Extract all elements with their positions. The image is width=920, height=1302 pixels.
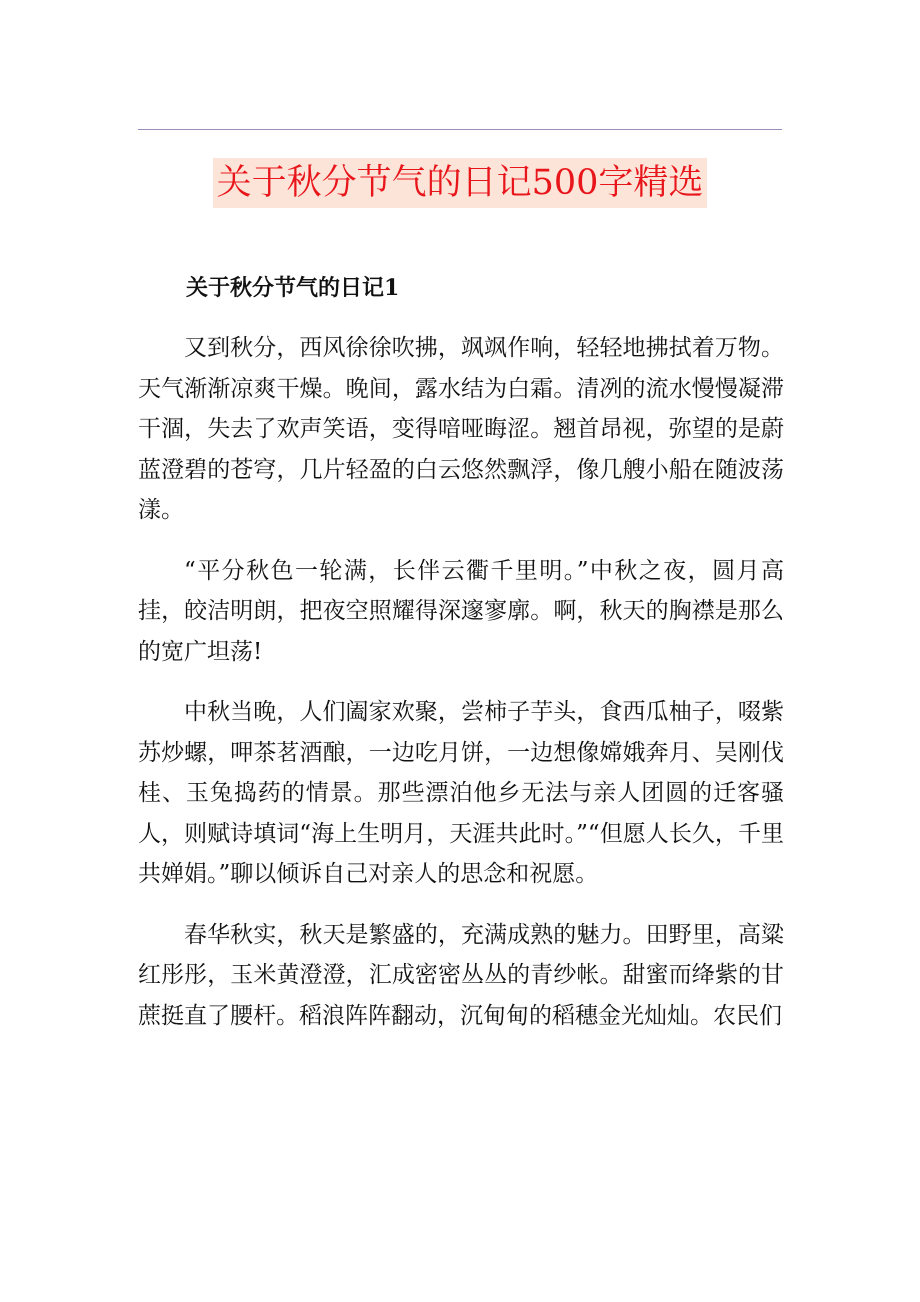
header-rule	[138, 129, 782, 130]
document-body	[138, 268, 784, 1056]
paragraph-4: 春华秋实，秋天是繁盛的，充满成熟的魅力。田野里，高粱红彤彤，玉米黄澄澄，汇成密密丛丛的青纱帐。甜蜜而绛紫的甘蔗挺直了腰杆。稻浪阵阵翻动，沉甸甸的稻穗金光灿灿。农民们	[138, 921, 784, 1029]
paragraph-3: 中秋当晚，人们阖家欢聚，尝柿子芋头，食西瓜柚子，啜紫苏炒螺，呷茶茗酒酿，一边吃月饼，一边想像嫦娥奔月、吴刚伐桂、玉兔捣药的情景。那些漂泊他乡无法与亲人团圆的迁客骚人，则赋诗填词“海上生明月，天涯共此时。”“但愿人长久，千里共婵娟。”聊以倾诉自己对亲人的思念和祝愿。	[138, 699, 784, 887]
document-title: 关于秋分节气的日记500字精选	[213, 158, 708, 208]
paragraph-2: “平分秋色一轮满，长伴云衢千里明。”中秋之夜，圆月高挂，皎洁明朗，把夜空照耀得深邃寥廓。啊，秋天的胸襟是那么的宽广坦荡!	[138, 557, 784, 665]
paragraph-1: 又到秋分，西风徐徐吹拂，飒飒作响，轻轻地拂拭着万物。天气渐渐凉爽干燥。晚间，露水结为白霜。清冽的流水慢慢凝滞干涸，失去了欢声笑语，变得喑哑晦涩。翘首昂视，弥望的是蔚蓝澄碧的苍穹，几片轻盈的白云悠然飘浮，像几艘小船在随波荡漾。	[138, 335, 784, 523]
section-heading: 关于秋分节气的日记1	[186, 275, 400, 301]
title-container	[0, 158, 920, 208]
